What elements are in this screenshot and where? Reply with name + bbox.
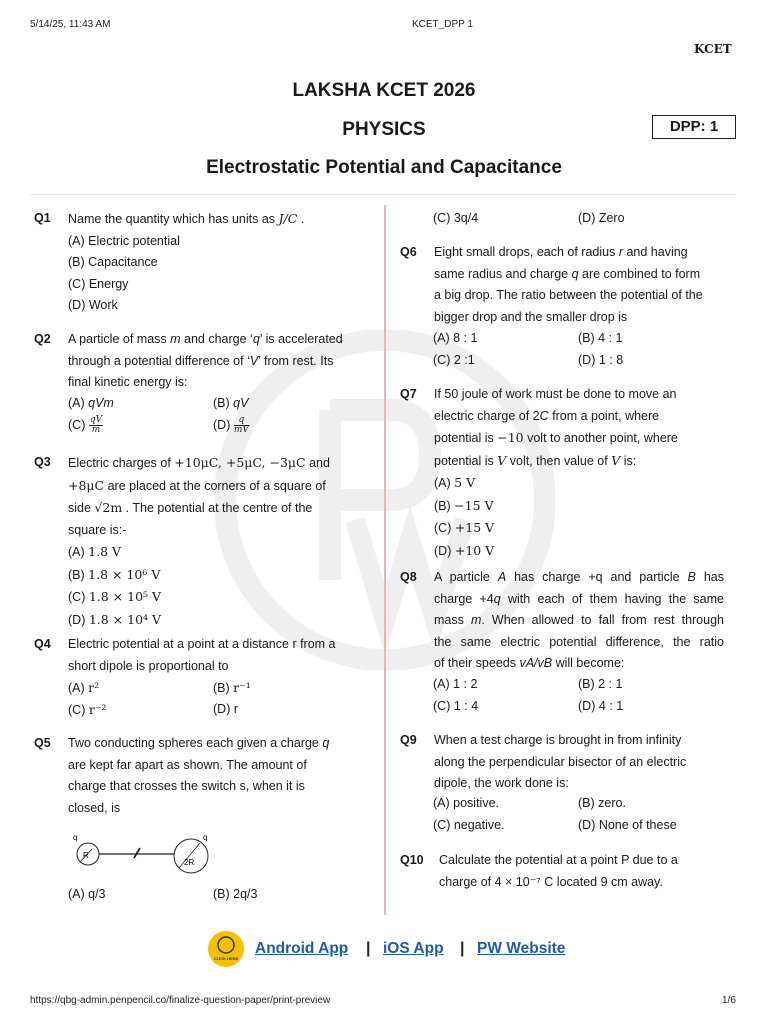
- fraction: [234, 416, 249, 435]
- q-text: from a point, where: [548, 408, 660, 423]
- fraction-den: mV: [233, 425, 249, 436]
- q-math: +10μC, +5μC, −3μC: [174, 455, 306, 470]
- q-text: short dipole is proportional to: [68, 658, 229, 673]
- opt-math: 1.8 × 10⁵ V: [88, 589, 162, 604]
- q-text: A particle of mass: [68, 332, 171, 346]
- q-text: If 50 joule of work must be done to move an: [434, 387, 677, 401]
- question-7: [400, 384, 740, 559]
- question-5: [34, 733, 374, 828]
- q-text: the same electric potential difference, the ratio: [434, 634, 724, 649]
- q-text: and: [305, 456, 330, 470]
- option-d: (D) Work: [68, 298, 118, 312]
- q-var: m: [170, 332, 181, 346]
- q-text: When a test charge is brought in from infinity: [434, 733, 682, 747]
- q-text: closed, is: [68, 800, 121, 815]
- opt-math: −15 V: [454, 497, 494, 513]
- option-b: (B) 2 : 1: [578, 677, 623, 691]
- q-text: are kept far apart as shown. The amount of: [68, 757, 307, 772]
- option-c: (C) 2 :1: [433, 353, 475, 367]
- q-text: charge that crosses the switch s, when it is: [68, 779, 305, 793]
- option-a: [68, 393, 114, 415]
- math-unit: J/C: [278, 211, 298, 226]
- q-text: volt to another point, where: [523, 431, 678, 445]
- option-a: (A) 8 : 1: [433, 331, 478, 345]
- question-number: Q9: [400, 733, 417, 747]
- q-text: of their speeds: [434, 656, 520, 670]
- q-var: A: [497, 570, 507, 584]
- fraction: [89, 416, 103, 435]
- option-c: [434, 517, 739, 540]
- pw-logo[interactable]: [207, 930, 245, 968]
- print-doc-title: KCET_DPP 1: [412, 19, 473, 30]
- option-c: (C) negative.: [433, 818, 505, 832]
- question-number: Q10: [400, 853, 424, 867]
- q-text: a big drop. The ratio between the potential of the: [434, 288, 703, 302]
- q-text: potential is: [434, 431, 498, 445]
- opt-label: (A): [68, 396, 89, 410]
- opt-label: (C): [68, 590, 89, 604]
- link-separator: |: [460, 940, 465, 957]
- opt-math: r⁻¹: [233, 680, 251, 695]
- opt-math: 5 V: [454, 475, 476, 490]
- opt-label: (B): [213, 396, 234, 410]
- opt-label: (C): [434, 521, 455, 535]
- q-text: A particle: [434, 570, 498, 584]
- link-separator: |: [366, 940, 371, 957]
- q-text: Two conducting spheres each given a charge: [68, 736, 323, 750]
- q-text: through a potential difference of ‘: [68, 353, 250, 368]
- opt-math: qVm: [88, 396, 114, 410]
- opt-math: 1.8 × 10⁶ V: [88, 566, 161, 582]
- small-sphere-radius: R: [83, 851, 89, 860]
- q-text: are combined to form: [578, 266, 701, 281]
- question-number: Q1: [34, 211, 51, 225]
- q-text: with each of them having the same: [500, 591, 725, 606]
- option-a: (A) 1 : 2: [433, 677, 478, 691]
- large-sphere-radius: 2R: [184, 858, 195, 867]
- question-9: [400, 730, 740, 800]
- q-text: electric charge of 2: [434, 408, 540, 423]
- q-text: ’ from rest. Its: [258, 353, 334, 368]
- opt-label: (A): [68, 681, 89, 695]
- question-number: Q4: [34, 637, 51, 651]
- q-var: V: [611, 452, 621, 468]
- fraction-num: qV: [89, 415, 103, 426]
- fraction-num: q: [234, 416, 249, 426]
- q-text: mass: [434, 613, 471, 627]
- q-text: Calculate the potential at a point P due to a: [439, 853, 678, 867]
- option-b: (B) 2q/3: [213, 887, 258, 901]
- pw-website-link[interactable]: PW Website: [477, 940, 566, 957]
- option-b: (B) zero.: [578, 796, 626, 810]
- q-math: −10: [497, 430, 524, 445]
- opt-label: (C): [68, 703, 89, 717]
- q-text: has: [695, 570, 724, 584]
- opt-math: 1.8 V: [88, 544, 122, 559]
- question-number: Q3: [34, 455, 51, 469]
- exam-tag: KCET: [694, 42, 732, 56]
- option-d: (D) None of these: [578, 818, 677, 832]
- q-var: B: [687, 570, 696, 584]
- q-text: potential is: [434, 453, 498, 468]
- q-text: has charge +q and particle: [506, 570, 688, 584]
- q-text: and having: [623, 245, 688, 259]
- opt-math: r²: [88, 680, 100, 695]
- option-c: (C) 1 : 4: [433, 699, 479, 713]
- subject-title: PHYSICS: [342, 119, 426, 140]
- switch: [134, 848, 140, 858]
- option-c: (C) Energy: [68, 276, 129, 291]
- q-text: side: [68, 501, 95, 515]
- q-text: final kinetic energy is:: [68, 375, 188, 389]
- android-app-link[interactable]: Android App: [255, 940, 349, 957]
- option-c: [68, 586, 378, 609]
- opt-label: (D): [213, 418, 234, 432]
- q-text: and charge ‘: [180, 332, 253, 346]
- option-a: [68, 677, 99, 700]
- option-d: [213, 415, 249, 437]
- option-c: (C) 3q/4: [433, 211, 479, 225]
- q-text: . The potential at the centre of the: [122, 501, 313, 515]
- q-var: C: [539, 408, 549, 423]
- logo-text: CLICK HERE: [213, 956, 239, 961]
- print-page-number: 1/6: [722, 995, 736, 1006]
- question-text: Name the quantity which has units as: [68, 212, 279, 226]
- large-sphere-charge: q: [203, 833, 208, 842]
- q-var: vA/vB: [519, 656, 553, 670]
- opt-label: (C): [68, 418, 89, 432]
- opt-math: 1.8 × 10⁴ V: [88, 611, 162, 627]
- q-var: q: [252, 332, 260, 346]
- q-text: Electric charges of: [68, 456, 175, 470]
- question-number: Q7: [400, 387, 417, 401]
- q-text: square is:-: [68, 522, 127, 537]
- option-a: (A) positive.: [433, 796, 499, 810]
- q-var: V: [249, 353, 259, 368]
- q-text: same radius and charge: [434, 266, 572, 281]
- question-number: Q8: [400, 570, 417, 584]
- option-b: [434, 495, 739, 518]
- option-b: [213, 393, 248, 415]
- opt-math: +10 V: [454, 542, 495, 558]
- header-divider: [30, 194, 736, 195]
- option-c: [68, 699, 106, 722]
- option-b: (B) 4 : 1: [578, 331, 623, 345]
- q-math: +8μC: [68, 477, 105, 493]
- q-text: are placed at the corners of a square of: [104, 478, 326, 493]
- q-text: ’ is accelerated: [259, 332, 343, 346]
- q-var: q: [571, 266, 579, 281]
- q-text: Electric potential at a point at a distance r from a: [68, 637, 336, 651]
- q-text: charge of 4 × 10⁻⁷ C located 9 cm away.: [439, 874, 663, 889]
- option-b: [68, 564, 378, 587]
- option-a: [68, 541, 378, 564]
- question-6: [400, 242, 740, 332]
- q-text: will become:: [552, 656, 625, 670]
- option-b: [213, 677, 251, 700]
- q-var: q: [322, 736, 330, 750]
- q-var: q: [493, 591, 501, 606]
- opt-label: (A): [434, 476, 455, 490]
- dpp-badge: DPP: 1: [652, 115, 736, 139]
- option-a: (A) Electric potential: [68, 233, 180, 248]
- q-var: r: [618, 245, 623, 259]
- option-a: [434, 472, 739, 495]
- spheres-diagram: [70, 830, 220, 875]
- opt-label: (B): [213, 681, 234, 695]
- q-text: . When allowed to fall from rest through: [481, 613, 724, 627]
- option-d: (D) Zero: [578, 211, 625, 225]
- page-title: LAKSHA KCET 2026: [292, 80, 476, 101]
- question-number: Q6: [400, 245, 417, 259]
- q-text: dipole, the work done is:: [434, 776, 569, 790]
- q-text: is:: [620, 453, 637, 468]
- q-text: charge +4: [434, 591, 494, 606]
- option-d: [68, 609, 378, 632]
- opt-math: r⁻²: [88, 702, 107, 717]
- opt-label: (D): [434, 543, 455, 558]
- q-text: volt, then value of: [506, 453, 612, 468]
- question-text-end: .: [297, 212, 305, 226]
- option-d: (D) r: [213, 702, 238, 716]
- ios-app-link[interactable]: iOS App: [383, 940, 444, 957]
- print-url: https://qbg-admin.penpencil.co/finalize-question-paper/print-preview: [30, 995, 331, 1006]
- chapter-title: Electrostatic Potential and Capacitance: [206, 157, 562, 178]
- q-var: m: [470, 613, 482, 627]
- question-8: [400, 567, 740, 677]
- opt-math: +15 V: [454, 520, 495, 535]
- small-sphere-charge: q: [73, 833, 78, 842]
- opt-label: (A): [68, 545, 89, 559]
- q-text: along the perpendicular bisector of an electric: [434, 754, 687, 769]
- q-var: V: [497, 452, 507, 468]
- opt-label: (B): [434, 498, 455, 513]
- question-3: [34, 452, 374, 627]
- option-b: (B) Capacitance: [68, 255, 158, 269]
- option-c: [68, 415, 103, 437]
- option-d: (D) 1 : 8: [578, 353, 624, 367]
- opt-label: (D): [68, 612, 89, 627]
- question-number: Q2: [34, 332, 51, 346]
- q-math: √2m: [94, 500, 123, 515]
- option-a: (A) q/3: [68, 887, 106, 901]
- option-d: [434, 540, 739, 563]
- print-datetime: 5/14/25, 11:43 AM: [30, 19, 111, 30]
- q-text: Eight small drops, each of radius: [434, 245, 619, 259]
- opt-math: qV: [233, 396, 249, 410]
- column-divider: [384, 205, 386, 915]
- question-10: [400, 850, 740, 898]
- option-d: (D) 4 : 1: [578, 699, 624, 713]
- question-1: [34, 208, 374, 318]
- fraction-den: m: [91, 425, 101, 436]
- q-text: bigger drop and the smaller drop is: [434, 309, 628, 324]
- question-number: Q5: [34, 736, 51, 750]
- logo-icon: [207, 930, 245, 968]
- opt-label: (B): [68, 567, 89, 582]
